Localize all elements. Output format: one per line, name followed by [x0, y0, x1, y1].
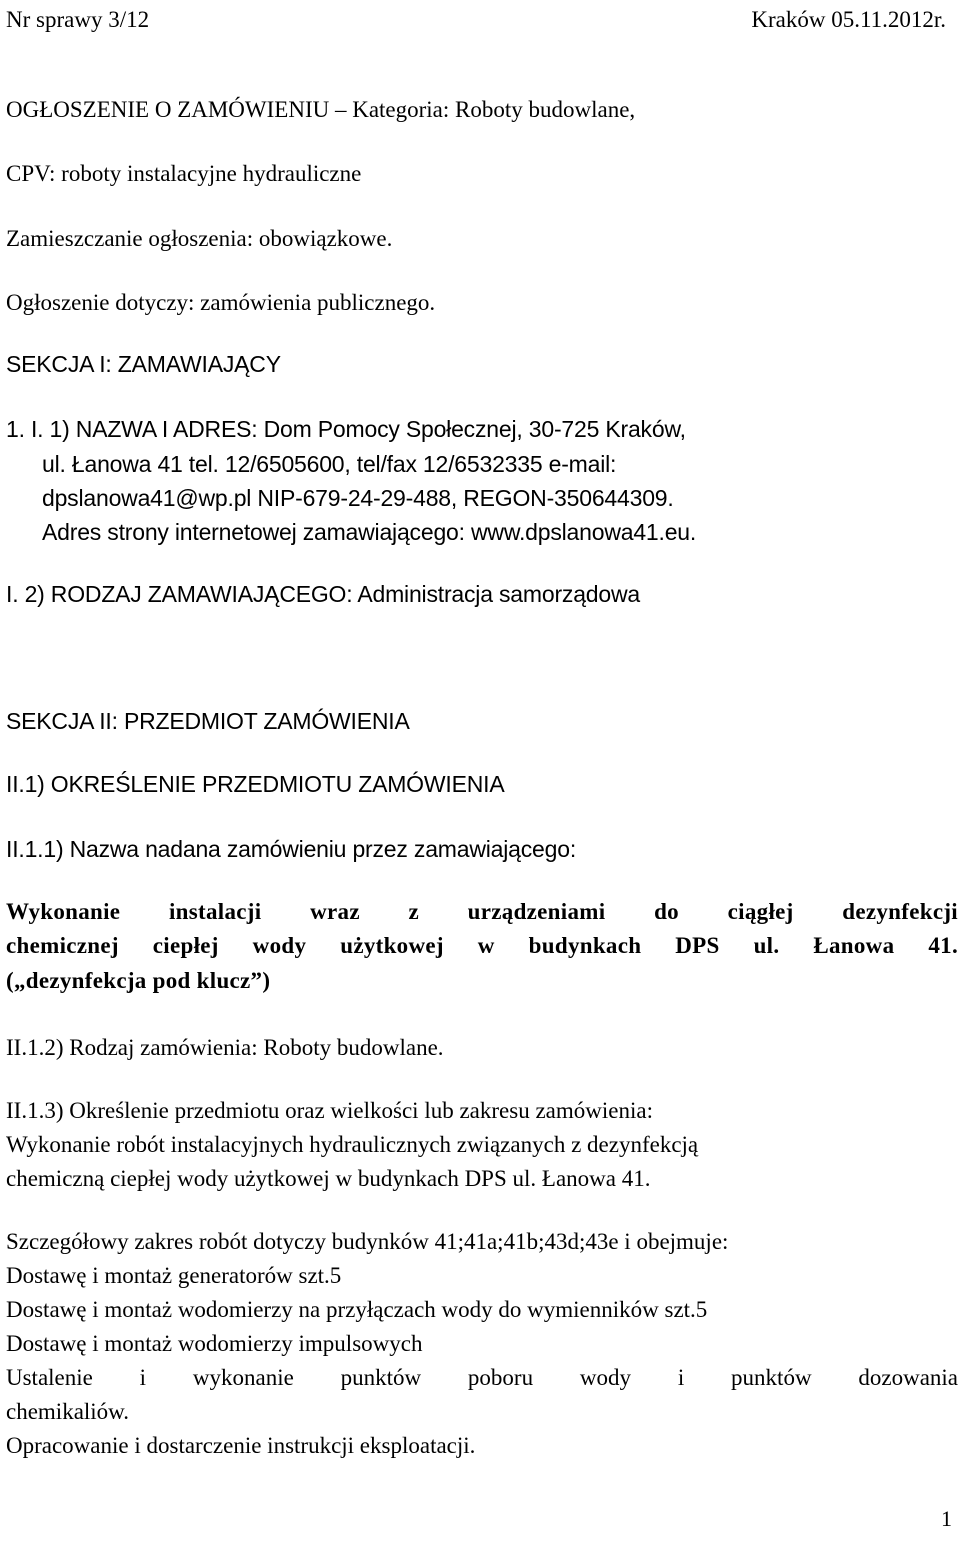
address-line: ul. Łanowa 41 tel. 12/6505600, tel/fax 12/6532335 e-mail: [42, 451, 617, 477]
scope-line: Dostawę i montaż generatorów szt.5 [6, 1263, 342, 1288]
subject-line: II.1.3) Określenie przedmiotu oraz wielkości lub zakresu zamówienia: [6, 1098, 653, 1123]
notice-title: OGŁOSZENIE O ZAMÓWIENIU – Kategoria: Roboty budowlane, [6, 97, 636, 122]
section1-heading: SEKCJA I: ZAMAWIAJĄCY [6, 351, 281, 377]
subject-line: chemiczną ciepłej wody użytkowej w budynkach DPS ul. Łanowa 41. [6, 1166, 651, 1191]
placement-line: Zamieszczanie ogłoszenia: obowiązkowe. [6, 226, 393, 251]
subject-line: Wykonanie robót instalacyjnych hydraulicznych związanych z dezynfekcją [6, 1132, 699, 1157]
subsection-heading: II.1.1) Nazwa nadana zamówieniu przez zamawiającego: [6, 836, 577, 862]
order-name-line: („dezynfekcja pod klucz”) [6, 968, 271, 993]
cpv-line: CPV: roboty instalacyjne hydrauliczne [6, 161, 362, 186]
page-number: 1 [941, 1506, 952, 1531]
order-name-line: chemicznej ciepłej wody użytkowej w budynkach DPS ul. Łanowa 41. [6, 933, 958, 958]
subsection-heading: II.1) OKREŚLENIE PRZEDMIOTU ZAMÓWIENIA [6, 771, 505, 797]
scope-line: Dostawę i montaż wodomierzy na przyłączach wody do wymienników szt.5 [6, 1297, 708, 1322]
order-type-line: II.1.2) Rodzaj zamówienia: Roboty budowlane. [6, 1035, 444, 1060]
address-line: 1. I. 1) NAZWA I ADRES: Dom Pomocy Społecznej, 30-725 Kraków, [6, 416, 686, 442]
address-line: dpslanowa41@wp.pl NIP-679-24-29-488, REGON-350644309. [42, 485, 674, 511]
buyer-type: I. 2) RODZAJ ZAMAWIAJĄCEGO: Administracja samorządowa [6, 581, 640, 607]
scope-line: Dostawę i montaż wodomierzy impulsowych [6, 1331, 423, 1356]
place-date: Kraków 05.11.2012r. [751, 7, 946, 32]
concerns-line: Ogłoszenie dotyczy: zamówienia publicznego. [6, 290, 436, 315]
order-name-line: Wykonanie instalacji wraz z urządzeniami do ciągłej dezynfekcji [6, 899, 958, 924]
section2-heading: SEKCJA II: PRZEDMIOT ZAMÓWIENIA [6, 708, 410, 734]
scope-line: chemikaliów. [6, 1399, 130, 1424]
scope-line: Szczegółowy zakres robót dotyczy budynków 41;41a;41b;43d;43e i obejmuje: [6, 1229, 729, 1254]
scope-line: Opracowanie i dostarczenie instrukcji eksploatacji. [6, 1433, 476, 1458]
scope-line: Ustalenie i wykonanie punktów poboru wody i punktów dozowania [6, 1365, 958, 1390]
website-line: Adres strony internetowej zamawiającego: www.dpslanowa41.eu. [42, 519, 697, 545]
case-number: Nr sprawy 3/12 [6, 7, 150, 32]
